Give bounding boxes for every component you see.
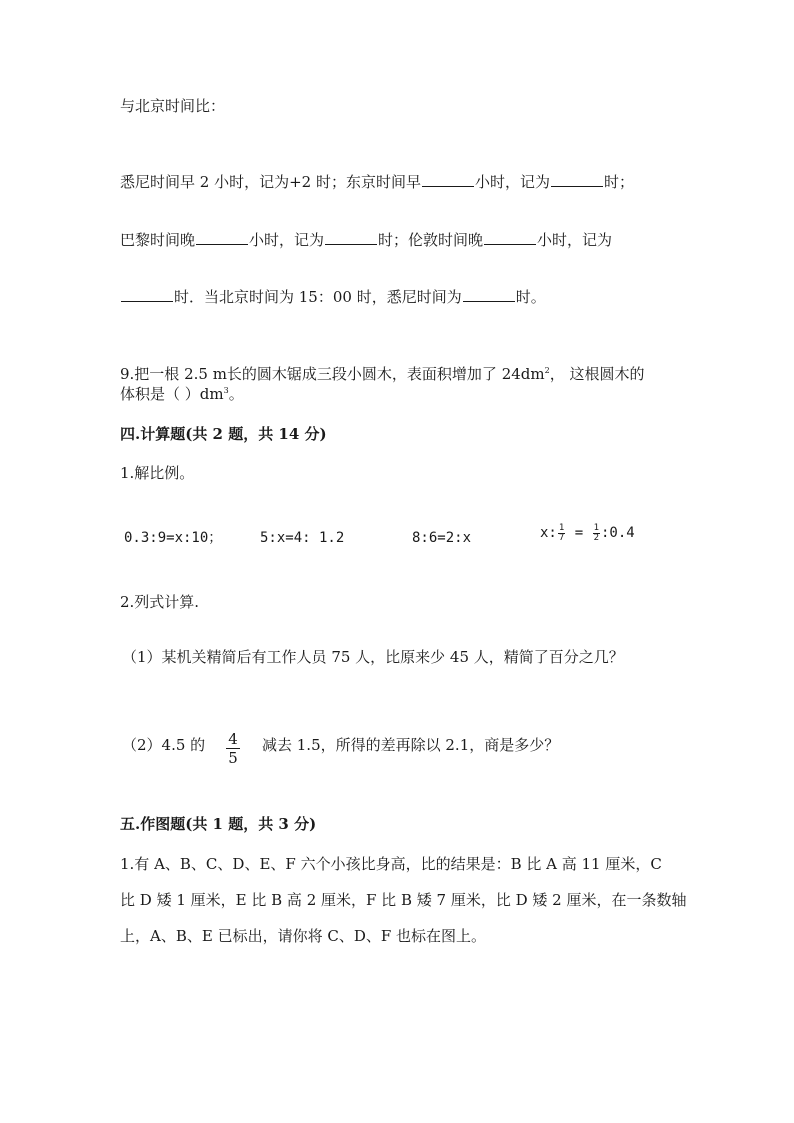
answer-blank[interactable] [325,230,377,245]
fraction-numerator: 1 [593,522,599,533]
section-5-line-2: 比 D 矮 1 厘米，E 比 B 高 2 厘米，F 比 B 矮 7 厘米，比 D 矮 2 厘米，在一条数轴 [120,891,687,909]
fraction-numerator: 1 [558,522,565,533]
q2-part-1: （1）某机关精简后有工作人员 75 人，比原来少 45 人，精简了百分之几？ [122,648,624,666]
text-segment: 巴黎时间晚 [120,231,196,249]
answer-blank[interactable] [463,287,515,302]
fraction-denominator: 7 [558,532,565,543]
superscript: 3 [223,386,229,395]
q9-line-1 [120,364,644,384]
text-segment: 9.把一根 2.5 m长的圆木锯成三段小圆木，表面积增加了 24dm [120,365,545,383]
equation-4 [540,523,635,543]
text-segment: :0.4 [601,525,635,541]
equation-1: 0.3:9=x:10； [124,530,223,546]
intro-text: 与北京时间比： [120,97,226,115]
fraction-denominator: 5 [228,749,238,767]
text-segment: 时。 [515,288,546,306]
text-segment: = [566,525,592,541]
section-5-line-3: 上，A、B、E 已标出，请你将 C、D、F 也标在图上。 [120,927,487,945]
timezone-line-2 [120,230,612,250]
equation-3: 8:6=2:x [412,530,472,546]
text-segment: 时．当北京时间为 15：00 时，悉尼时间为 [174,288,462,306]
answer-blank[interactable] [551,172,603,187]
timezone-line-1 [120,172,634,192]
fraction [226,730,240,767]
superscript: 2 [544,366,550,375]
fraction [558,524,565,543]
fraction-denominator: 2 [593,532,599,543]
text-segment: ， 这根圆木的 [549,365,645,383]
answer-blank[interactable] [484,230,536,245]
q2-part-2-b: 减去 1.5，所得的差再除以 2.1，商是多少？ [262,736,560,754]
text-segment: 体积是（ ）dm [120,385,224,403]
text-segment: 。 [228,385,244,403]
section-5-line-1: 1.有 A、B、C、D、E、F 六个小孩比身高，比的结果是：B 比 A 高 11 厘米，C [120,855,662,873]
section-4-title: 四.计算题(共 2 题，共 14 分) [120,425,327,443]
fraction-numerator: 4 [226,730,240,749]
text-segment: 小时，记为 [474,173,550,191]
text-segment: 小时，记为 [537,231,613,249]
text-segment: x: [540,525,557,541]
text-segment: 小时，记为 [249,231,325,249]
text-segment: 时；伦敦时间晚 [378,231,484,249]
text-segment: 时； [603,173,634,191]
q9-line-2 [120,384,244,404]
section-5-title: 五.作图题(共 1 题，共 3 分) [120,815,317,833]
answer-blank[interactable] [422,172,474,187]
q2-title: 2.列式计算. [120,593,200,611]
answer-blank[interactable] [121,287,173,302]
timezone-line-3 [120,287,546,307]
q1-title: 1.解比例。 [120,464,195,482]
q2-part-2-a: （2）4.5 的 [122,736,206,754]
fraction [593,524,600,543]
text-segment: 悉尼时间早 2 小时，记为+2 时；东京时间早 [120,173,421,191]
equation-2: 5:x=4: 1.2 [260,530,345,546]
answer-blank[interactable] [196,230,248,245]
